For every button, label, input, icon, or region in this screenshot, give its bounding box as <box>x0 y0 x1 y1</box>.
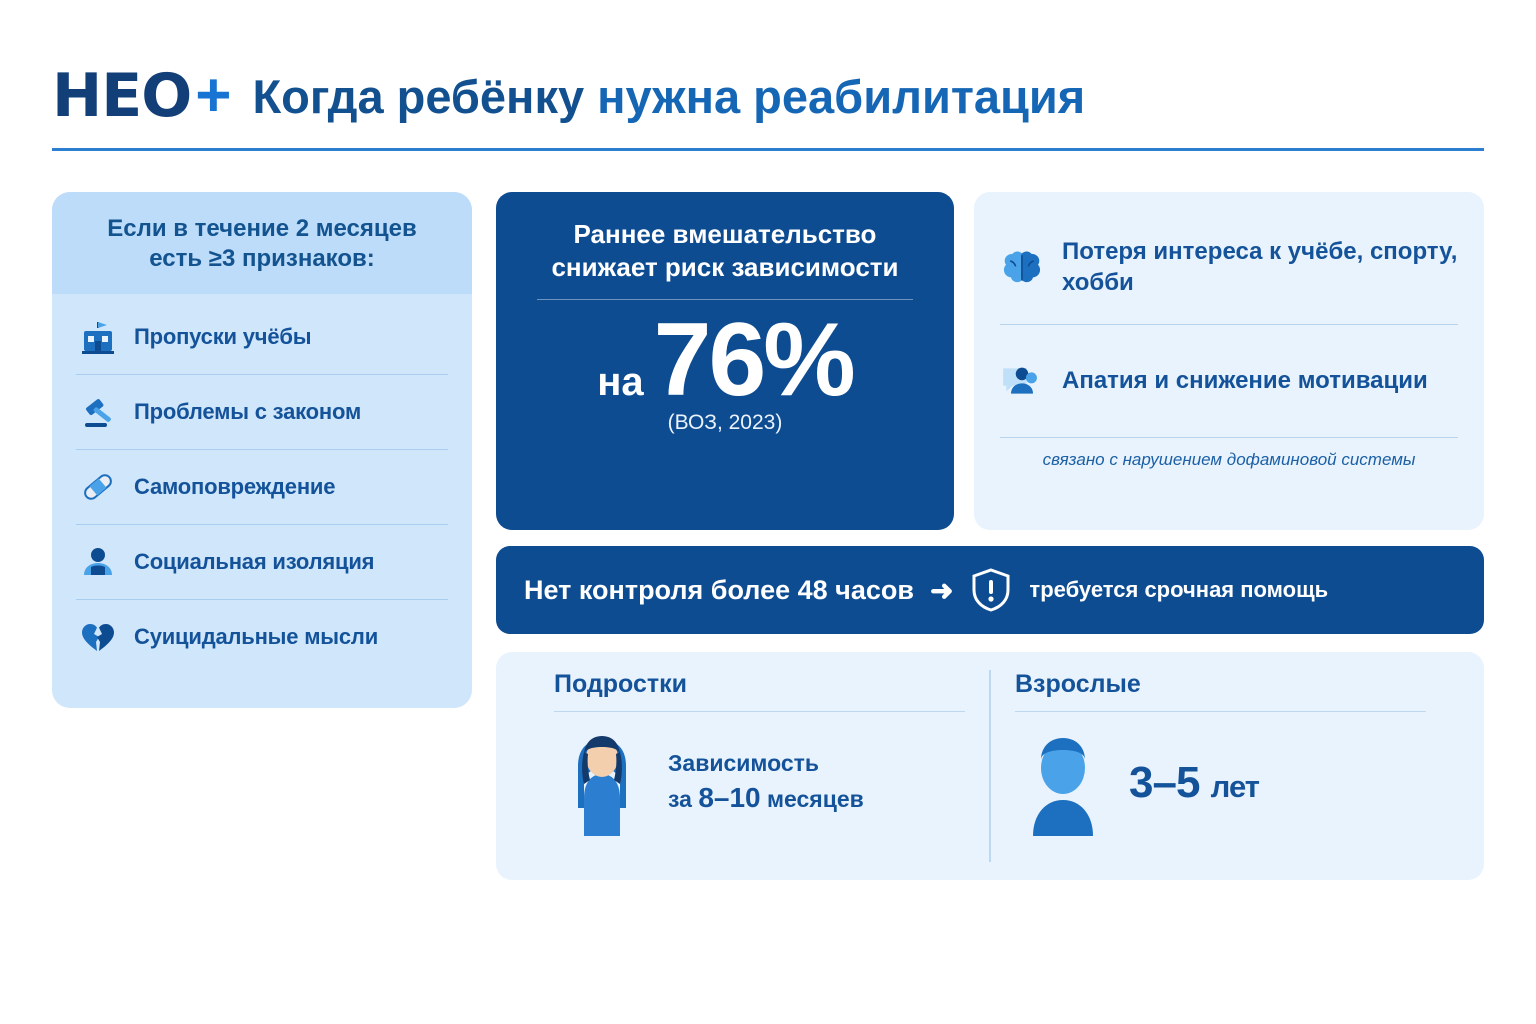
statistic-card <box>496 192 954 530</box>
teens-body <box>554 712 965 841</box>
list-item-label: Проблемы с законом <box>134 399 362 424</box>
teens-line2-unit: месяцев <box>767 786 864 813</box>
list-item <box>76 450 448 525</box>
teen-girl-icon <box>554 724 650 841</box>
teens-title: Подростки <box>554 670 965 712</box>
teens-duration <box>668 748 864 817</box>
teens-line2-value: 8–10 <box>698 782 761 814</box>
list-item-label: Социальная изоляция <box>134 549 375 574</box>
brand-logo <box>52 61 231 131</box>
bandage-icon <box>76 465 120 509</box>
urgent-alert-bar <box>496 546 1484 634</box>
gavel-icon <box>76 390 120 434</box>
person-isolated-icon <box>76 540 120 584</box>
page-header <box>52 46 1484 146</box>
adults-value: 3–5 <box>1129 757 1200 807</box>
header-divider <box>52 148 1484 151</box>
page-title-part1: Когда ребёнку <box>252 69 585 123</box>
adult-man-icon <box>1015 724 1111 841</box>
adults-unit: лет <box>1210 768 1259 804</box>
alert-main-text: Нет контроля более 48 часов <box>524 574 914 605</box>
school-icon <box>76 315 120 359</box>
list-item-label: Суицидальные мысли <box>134 624 379 649</box>
list-item <box>76 525 448 600</box>
list-item-label: Пропуски учёбы <box>134 324 312 349</box>
arrow-right-icon: ➜ <box>929 574 954 606</box>
list-item <box>76 300 448 375</box>
shield-exclamation-icon <box>969 568 1013 612</box>
plus-icon: + <box>195 61 231 130</box>
logo-text: HEO <box>52 61 192 131</box>
symptoms-note: связано с нарушением дофаминовой системы <box>1042 450 1416 469</box>
list-item-label: Потеря интереса к учёбе, спорту, хобби <box>1062 238 1458 296</box>
timeline-comparison-card <box>496 652 1484 880</box>
statistic-title: Раннее вмешательство снижает риск зависимости <box>551 219 899 282</box>
broken-heart-icon <box>76 615 120 659</box>
signs-panel-heading: Если в течение 2 месяцев есть ≥3 признаков: <box>52 192 472 294</box>
statistic-source: (ВОЗ, 2023) <box>667 411 783 435</box>
symptoms-divider-2 <box>1000 437 1458 438</box>
teens-column <box>530 670 991 862</box>
apathy-person-icon <box>1000 359 1044 403</box>
teens-line1: Зависимость <box>668 750 820 777</box>
signs-panel <box>52 192 472 708</box>
list-item-label: Апатия и снижение мотивации <box>1062 366 1428 394</box>
symptoms-panel <box>974 192 1484 530</box>
statistic-value-row <box>496 302 954 418</box>
signs-list <box>52 294 472 684</box>
statistic-divider <box>537 299 913 300</box>
statistic-prefix: на <box>597 360 644 404</box>
page-title-part2: нужна реабилитация <box>597 69 1086 123</box>
list-item <box>76 600 448 674</box>
list-item <box>1000 216 1458 320</box>
adults-column <box>991 670 1450 862</box>
page-title <box>252 69 1086 123</box>
adults-title: Взрослые <box>1015 670 1426 712</box>
teens-line2-prefix: за <box>668 786 692 813</box>
brain-icon <box>1000 246 1044 290</box>
list-item <box>1000 329 1458 433</box>
adults-duration <box>1129 758 1259 808</box>
list-item-label: Самоповреждение <box>134 474 336 499</box>
list-item <box>76 375 448 450</box>
alert-tail-text: требуется срочная помощь <box>1029 577 1329 602</box>
statistic-value: 76% <box>653 302 853 418</box>
adults-body <box>1015 712 1426 841</box>
symptoms-divider <box>1000 324 1458 325</box>
